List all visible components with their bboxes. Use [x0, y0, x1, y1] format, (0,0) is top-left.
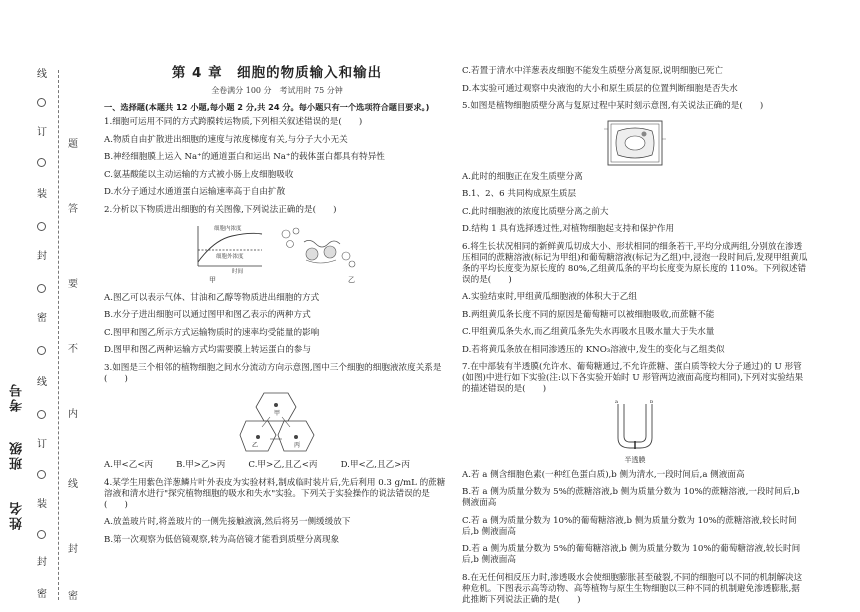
binding-side-char: 线: [68, 479, 78, 490]
binding-circle: [37, 158, 46, 167]
binding-char: 线: [37, 377, 47, 388]
binding-char: 密: [37, 589, 47, 600]
option-b: B.甲>乙>丙: [176, 460, 226, 470]
q2-figure-captions: [104, 275, 450, 286]
option-d: D.本实验可通过观察中央液泡的大小和原生质层的位置判断细胞是否失水: [462, 83, 738, 94]
binding-side-char: 内: [68, 409, 78, 420]
inner-concentration-label: 细胞内浓度: [214, 226, 242, 232]
binding-circle: [37, 98, 46, 107]
option-d: D.甲<乙,且乙>丙: [340, 460, 410, 470]
section-heading: 一、选择题(本题共 12 小题,每小题 2 分,共 24 分。每小题只有一个选项符合题目要求。): [104, 102, 430, 112]
q3-figure: [104, 391, 450, 455]
binding-circle: [37, 530, 46, 539]
binding-char: 装: [37, 189, 47, 200]
option-b: B.1、2、6 共同构成原生质层: [462, 189, 577, 199]
option-a: A.此时的细胞正在发生质壁分离: [462, 171, 583, 182]
option-b: B.两组黄瓜条长度不同的原因是葡萄糖可以被细胞吸收,而蔗糖不能: [462, 309, 715, 320]
class-label: 班级: [10, 440, 25, 470]
binding-circle: [37, 284, 46, 293]
option-a: A.若 a 侧含细胞色素(一种红色蛋白质),b 侧为清水,一段时间后,a 侧液面高: [462, 469, 745, 480]
option-a: A.实验结束时,甲组黄瓜细胞液的体积大于乙组: [462, 292, 637, 302]
option-c: C.甲组黄瓜条失水,而乙组黄瓜条先失水再吸水且吸水量大于失水量: [462, 327, 715, 337]
cell-label: 乙: [252, 442, 259, 449]
cell-label: 丙: [294, 442, 301, 449]
binding-side-char: 不: [68, 344, 78, 355]
option-a: A.图乙可以表示气体、甘油和乙醇等物质进出细胞的方式: [104, 292, 320, 303]
question-stem: 8.在无任何相反压力时,渗透吸水会使细胞膨胀甚至破裂,不同的细胞可以不同的机制解决这种危机。下图表示高等动物、高等植物与原生生物细胞以三种不同的机制避免渗透膨胀,据此推断下列说法正确的是( ): [462, 572, 803, 605]
page-title: 第 4 章 细胞的物质输入和输出: [171, 65, 383, 81]
figure-caption: 甲: [209, 276, 216, 284]
question-stem: 3.如图是三个相邻的植物细胞之间水分流动方向示意图,图中三个细胞的细胞液浓度关系是( ): [104, 362, 442, 384]
binding-char: 密: [37, 313, 47, 324]
binding-char: 订: [37, 439, 47, 450]
transport-diagram: [276, 222, 362, 274]
exam-info: 全卷满分 100 分 考试用时 75 分钟: [211, 86, 343, 95]
membrane-label: 半透膜: [624, 455, 646, 464]
binding-circle: [37, 222, 46, 231]
question-stem: 5.如图是植物细胞质壁分离与复原过程中某时刻示意图,有关说法正确的是( ): [462, 101, 764, 111]
option-a: A.放盖玻片时,将盖玻片的一侧先接触液滴,然后将另一侧缓缓放下: [104, 517, 351, 527]
option-c: C.图甲和图乙所示方式运输物质时的速率均受能量的影响: [104, 327, 320, 338]
option-a: A.物质自由扩散进出细胞的速度与浓度梯度有关,与分子大小无关: [104, 134, 348, 145]
tube-side-label: b: [650, 399, 654, 405]
question-stem: 4.某学生用紫色洋葱鳞片叶外表皮为实验材料,制成临时装片后,先后利用 0.3 g/mL 的蔗糖溶液和清水进行"探究植物细胞的吸水和失水"实验。下列关于实验操作的说法错误的是( ): [104, 477, 446, 510]
binding-circle: [37, 346, 46, 355]
option-c: C.甲>乙,且乙<丙: [248, 460, 318, 470]
question-stem: 1.细胞可运用不同的方式跨膜转运物质,下列相关叙述错误的是( ): [104, 117, 363, 127]
binding-circle: [37, 410, 46, 419]
q5-figure: [462, 119, 808, 167]
plasmolysis-cell-diagram: [604, 119, 666, 167]
name-label: 姓名: [10, 500, 25, 530]
binding-side-char: 要: [68, 279, 78, 290]
option-b: B.若 a 侧为质量分数为 5%的蔗糖溶液,b 侧为质量分数为 10%的蔗糖溶液,一段时间后,b 侧液面高: [462, 487, 800, 508]
binding-char: 封: [37, 557, 47, 568]
figure-caption: 乙: [348, 276, 355, 284]
option-b: B.第一次观察为低倍镜观察,转为高倍镜才能看到质壁分离现象: [104, 534, 340, 545]
concentration-graph: [192, 222, 266, 274]
option-c: C.此时细胞液的浓度比质壁分离之前大: [462, 206, 609, 217]
binding-side-char: 封: [68, 544, 78, 555]
binding-circle: [37, 470, 46, 479]
binding-char: 装: [37, 499, 47, 510]
option-c: C.若置于清水中洋葱表皮细胞不能发生质壁分离复原,说明细胞已死亡: [462, 66, 723, 76]
cell-label: 甲: [274, 410, 281, 417]
exam-number-label: 考号: [10, 382, 25, 412]
question-stem: 6.将生长状况相同的新鲜黄瓜切成大小、形状相同的细条若干,平均分成两组,分别放在渗透压相同的蔗糖溶液(标记为甲组)和葡萄糖溶液(标记为乙组)中,浸泡一段时间后,发现甲组黄瓜条的平均长度变为原长度的 80%,乙组黄瓜条的平均长度变为原长度的 110%。下列叙述错误的是( ): [462, 241, 808, 285]
binding-side-char: 密: [68, 591, 78, 602]
q3-options: [104, 460, 450, 471]
u-tube-diagram: [610, 400, 660, 454]
binding-margin: [0, 0, 90, 608]
time-axis-label: 时间: [232, 269, 244, 274]
option-a: A.甲<乙<丙: [104, 460, 154, 470]
q7-figure: [462, 400, 808, 454]
q2-figure: [104, 222, 450, 274]
question-stem: 7.在中部装有半透膜(允许水、葡萄糖通过,不允许蔗糖、蛋白质等较大分子通过)的 U 形管(如图)中进行如下实验(注:以下各实验开始时 U 形管两边液面高度均相同),下列对实验结果的描述错误的是( ): [462, 362, 804, 394]
plant-cells-diagram: [238, 391, 316, 455]
option-d: D.若 a 侧为质量分数为 5%的葡萄糖溶液,b 侧为质量分数为 10%的葡萄糖溶液,较长时间后,b 侧液面高: [462, 544, 801, 565]
option-b: B.水分子进出细胞可以通过图甲和图乙表示的两种方式: [104, 310, 311, 320]
binding-side-char: 答: [68, 204, 78, 215]
option-c: C.氨基酸能以主动运输的方式被小肠上皮细胞吸收: [104, 169, 294, 180]
option-b: B.神经细胞膜上运入 Na⁺的通道蛋白和运出 Na⁺的载体蛋白都具有特异性: [104, 152, 385, 162]
binding-char: 线: [37, 69, 47, 80]
outer-concentration-label: 细胞外浓度: [216, 254, 244, 260]
option-d: D.水分子通过水通道蛋白运输速率高于自由扩散: [104, 187, 286, 197]
option-d: D.图甲和图乙两种运输方式均需要膜上转运蛋白的参与: [104, 345, 311, 355]
question-stem: 2.分析以下物质进出细胞的有关图像,下列说法正确的是( ): [104, 204, 337, 215]
option-d: D.若将黄瓜条放在相同渗透压的 KNO₃溶液中,发生的变化与乙组类似: [462, 344, 725, 355]
option-c: C.若 a 侧为质量分数为 10%的葡萄糖溶液,b 侧为质量分数为 10%的蔗糖溶液,较长时间后,b 侧液面高: [462, 515, 797, 537]
right-column: [462, 66, 808, 612]
option-d: D.结构 1 具有选择透过性,对植物细胞起支持和保护作用: [462, 224, 675, 234]
tube-side-label: a: [615, 399, 618, 405]
binding-side-char: 题: [68, 139, 78, 150]
binding-char: 封: [37, 251, 47, 262]
dashed-cut-line: [58, 70, 59, 600]
binding-char: 订: [37, 127, 47, 138]
left-column: [104, 62, 450, 552]
